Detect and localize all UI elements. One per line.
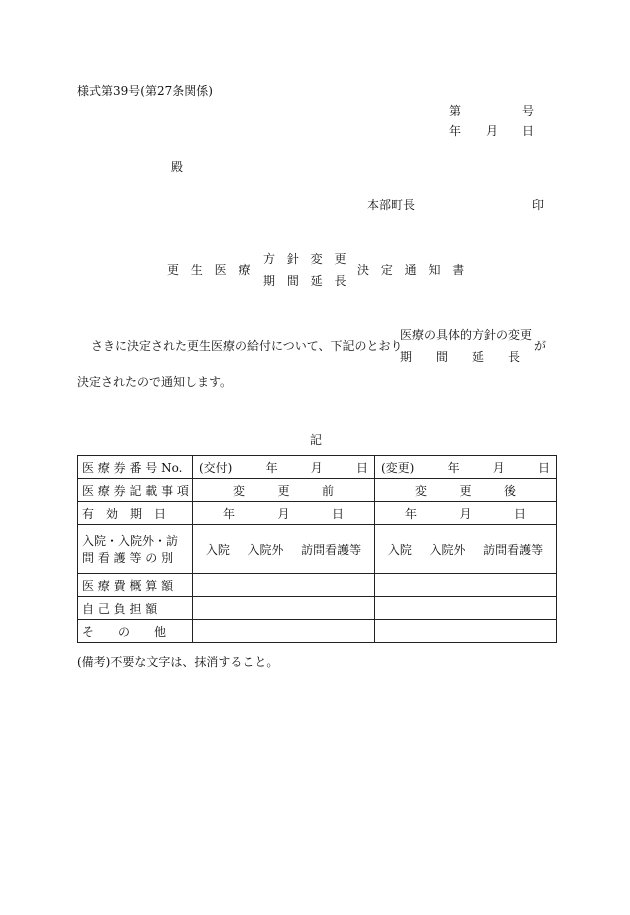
row-label: 医 療 費 概 算 額 — [78, 574, 193, 597]
valid-date-right-cell — [375, 502, 557, 525]
body-option-policy: 医療の具体的方針の変更 — [400, 328, 533, 342]
empty-cell — [375, 574, 557, 597]
row-label: 有 効 期 日 — [78, 502, 193, 525]
row-label: そ の 他 — [78, 620, 193, 643]
title-prefix: 更 生 医 療 — [167, 263, 251, 277]
table-row — [78, 525, 557, 574]
body-option-extension: 期 間 延 長 — [400, 350, 521, 364]
date-month: 月 — [486, 124, 499, 138]
valid-date-left-cell — [193, 502, 375, 525]
empty-cell — [193, 620, 375, 643]
cell-year: 年 — [405, 506, 418, 521]
title-option-period-extension: 期 間 延 長 — [263, 274, 347, 288]
row-label — [78, 525, 193, 574]
empty-cell — [375, 597, 557, 620]
cell-month: 月 — [492, 460, 505, 475]
number-suffix: 号 — [522, 104, 535, 118]
cell-day: 日 — [355, 460, 368, 475]
cell-day: 日 — [513, 506, 526, 521]
empty-cell — [375, 620, 557, 643]
body-particle: が — [534, 339, 547, 353]
cell-text: 入院 — [205, 542, 230, 557]
cell-text: 更 — [277, 483, 290, 498]
table-row — [78, 456, 557, 479]
note-text: (備考)不要な文字は、抹消すること。 — [77, 655, 279, 669]
table-row — [78, 479, 557, 502]
row-label: 医 療 券 番 号 No. — [78, 456, 193, 479]
row-label: 医 療 券 記 載 事 項 — [78, 479, 193, 502]
issued-tag: (交付) — [199, 460, 233, 475]
table-row — [78, 620, 557, 643]
form-label: 様式第39号(第27条関係) — [77, 84, 213, 98]
changed-date-cell — [375, 456, 557, 479]
issued-date-cell — [193, 456, 375, 479]
empty-cell — [193, 597, 375, 620]
row-label: 自 己 負 担 額 — [78, 597, 193, 620]
details-table — [77, 455, 557, 643]
seal-mark: 印 — [532, 198, 545, 212]
body-line-2: 決定されたので通知します。 — [77, 375, 233, 389]
care-type-left-cell — [193, 525, 375, 574]
cell-text: 後 — [503, 483, 516, 498]
care-type-right-cell — [375, 525, 557, 574]
cell-text: 入院 — [387, 542, 412, 557]
body-line-1: さきに決定された更生医療の給付について、下記のとおり — [91, 339, 403, 353]
before-change-cell — [193, 479, 375, 502]
date-year: 年 — [449, 124, 462, 138]
number-prefix: 第 — [449, 104, 462, 118]
changed-tag: (変更) — [381, 460, 415, 475]
cell-day: 日 — [331, 506, 344, 521]
row-label-line-2: 問 看 護 等 の 別 — [82, 551, 174, 565]
cell-text: 入院外 — [429, 542, 466, 557]
title-option-policy-change: 方 針 変 更 — [263, 252, 347, 266]
cell-month: 月 — [459, 506, 472, 521]
cell-text: 訪問看護等 — [301, 542, 362, 557]
date-day: 日 — [522, 124, 535, 138]
cell-text: 変 — [233, 483, 246, 498]
cell-text: 変 — [415, 483, 428, 498]
cell-day: 日 — [537, 460, 550, 475]
empty-cell — [193, 574, 375, 597]
cell-text: 訪問看護等 — [483, 542, 544, 557]
ki-heading: 記 — [310, 433, 323, 447]
cell-text: 前 — [321, 483, 334, 498]
table-row — [78, 597, 557, 620]
cell-year: 年 — [447, 460, 460, 475]
cell-text: 入院外 — [247, 542, 284, 557]
addressee-honorific: 殿 — [171, 160, 184, 174]
cell-month: 月 — [277, 506, 290, 521]
cell-month: 月 — [310, 460, 323, 475]
cell-text: 更 — [459, 483, 472, 498]
issuer-name: 本部町長 — [367, 198, 416, 212]
table-row — [78, 574, 557, 597]
cell-year: 年 — [223, 506, 236, 521]
row-label-line-1: 入院・入院外・訪 — [82, 534, 179, 548]
title-suffix: 決 定 通 知 書 — [357, 263, 465, 277]
after-change-cell — [375, 479, 557, 502]
cell-year: 年 — [265, 460, 278, 475]
table-row — [78, 502, 557, 525]
